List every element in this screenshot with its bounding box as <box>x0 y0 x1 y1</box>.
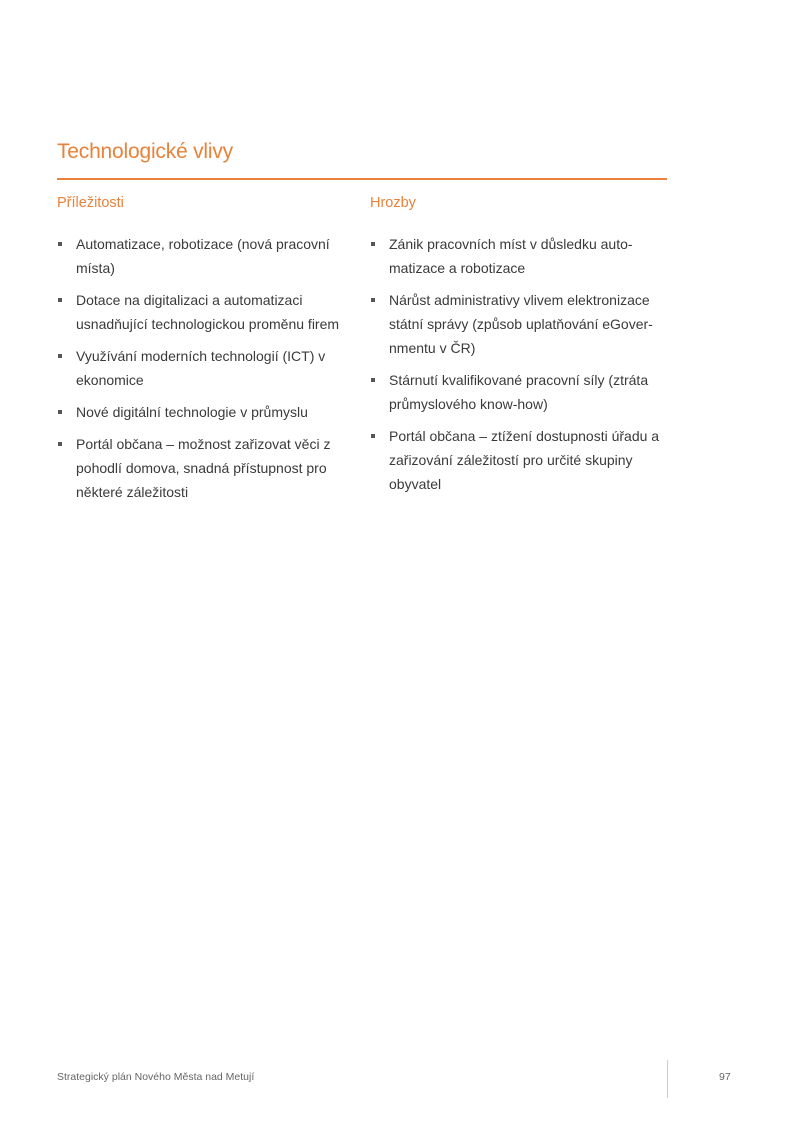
footer-divider <box>667 1060 668 1098</box>
bullet-icon <box>371 434 375 438</box>
list-item <box>57 400 352 424</box>
list-item <box>57 432 352 504</box>
list-item <box>57 344 352 392</box>
list-item <box>370 424 670 496</box>
list-item <box>57 288 352 336</box>
opportunities-title: Příležitosti <box>57 195 124 211</box>
section-title: Technologické vlivy <box>57 140 233 163</box>
list-item-text: Stárnutí kvalifikované pracovní síly (ztráta průmyslového know-how) <box>389 372 649 412</box>
list-item-text: Nové digitální technologie v průmyslu <box>76 404 308 420</box>
list-item-text: Automatizace, robotizace (nová pracovní místa) <box>76 236 330 276</box>
section-divider <box>57 178 667 180</box>
opportunities-list <box>57 232 352 504</box>
list-item <box>370 232 670 280</box>
list-item-text: Nárůst administrativy vlivem elektronizace státní správy (způsob uplatňování eGover-nmentu v ČR) <box>389 292 653 356</box>
threats-column <box>370 192 670 504</box>
list-item <box>370 288 670 360</box>
list-item-text: Zánik pracovních míst v důsledku auto-matizace a robotizace <box>389 236 633 276</box>
bullet-icon <box>371 298 375 302</box>
bullet-icon <box>58 410 62 414</box>
bullet-icon <box>58 354 62 358</box>
bullet-icon <box>58 442 62 446</box>
list-item <box>57 232 352 280</box>
footer-document-title: Strategický plán Nového Města nad Metují <box>57 1071 255 1083</box>
bullet-icon <box>371 242 375 246</box>
threats-title: Hrozby <box>370 195 416 211</box>
bullet-icon <box>58 298 62 302</box>
list-item-text: Portál občana – ztížení dostupnosti úřadu a zařizování záležitostí pro určité skupiny obyvatel <box>389 428 660 492</box>
threats-list <box>370 232 670 496</box>
page-number: 97 <box>719 1071 731 1083</box>
list-item-text: Využívání moderních technologií (ICT) v ekonomice <box>76 348 326 388</box>
bullet-icon <box>371 378 375 382</box>
list-item-text: Dotace na digitalizaci a automatizaci usnadňující technologickou proměnu firem <box>76 292 340 332</box>
opportunities-column <box>57 192 352 512</box>
list-item <box>370 368 670 416</box>
bullet-icon <box>58 242 62 246</box>
list-item-text: Portál občana – možnost zařizovat věci z pohodlí domova, snadná přístupnost pro některé záležitosti <box>76 436 331 500</box>
